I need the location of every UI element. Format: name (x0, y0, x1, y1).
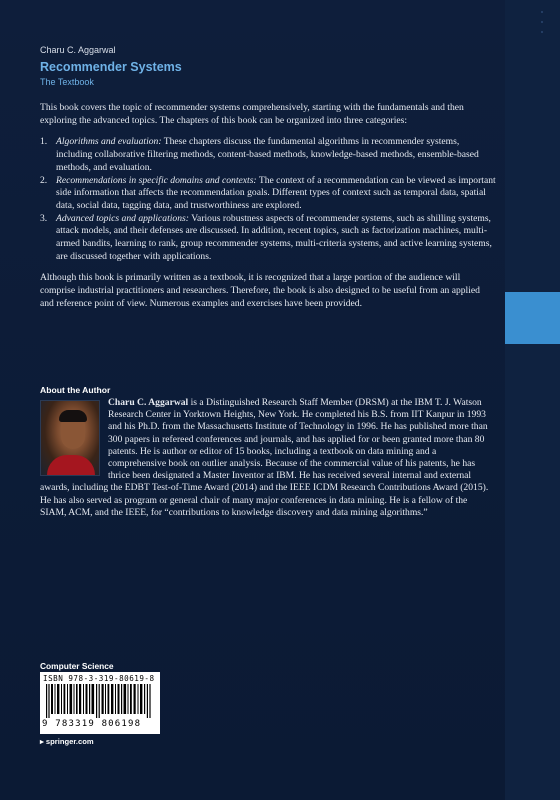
about-author-text (40, 397, 496, 519)
book-title: Recommender Systems (40, 60, 182, 74)
list-number: 1. (40, 136, 48, 148)
spine-band-top (505, 0, 560, 292)
list-item (40, 136, 496, 174)
subject-category: Computer Science (40, 661, 114, 671)
category-title: Algorithms and evaluation: (56, 136, 162, 148)
book-description (40, 102, 496, 311)
list-number: 3. (40, 212, 48, 224)
spine-accent-band (505, 292, 560, 344)
cover-header (40, 44, 480, 88)
author-photo-hair (59, 410, 87, 422)
category-title: Advanced topics and applications: (56, 212, 189, 224)
category-list (40, 136, 496, 263)
publisher-link[interactable]: ▸ springer.com (40, 737, 94, 746)
category-text: Various robustness aspects of recommender systems, such as shilling systems, attack models, and their defenses are discussed. In addition, recent topics, such as factorization machines, multi-armed bandits, learning to rank, group recommender systems, multi-criteria systems, and active learning systems, are discussed together with applications. (56, 212, 492, 262)
author-bio: is a Distinguished Research Staff Member (DRSM) at the IBM T. J. Watson Research Center in Yorktown Heights, New York. He completed his B.S. from IIT Kanpur in 1993 and his Ph.D. from the Massachusetts Institute of Technology in 1996. He has published more than 300 papers in refereed conferences and journals, and has applied for or been granted more than 80 patents. He is author or editor of 15 books, including a textbook on data mining and a comprehensive book on outlier analysis. Because of the commercial value of his patents, he has thrice been designated a Master Inventor at IBM. He has received several internal and external awards, including the EDBT Test-of-Time Award (2014) and the IEEE ICDM Research Contributions Award (2015). He has also served as program or general chair of many major conferences in data mining. He is a fellow of the SIAM, ACM, and the IEEE, for “contributions to knowledge discovery and data mining algorithms.” (40, 397, 489, 518)
spine-decoration (540, 8, 544, 48)
about-author-heading: About the Author (40, 385, 111, 395)
list-item (40, 175, 496, 213)
category-text: The context of a recommendation can be viewed as important side information that affects the recommendation goals. Different types of context such as temporal data, spatial data, social data, tagging data, and trustworthiness are explored. (56, 174, 496, 211)
barcode-digits: 9 783319 806198 (42, 719, 142, 729)
list-item (40, 213, 496, 264)
book-subtitle: The Textbook (40, 77, 94, 87)
category-title: Recommendations in specific domains and contexts: (56, 174, 257, 186)
isbn-number: ISBN 978-3-319-80619-8 (43, 674, 155, 683)
author-photo-shirt (47, 455, 95, 476)
closing-paragraph: Although this book is primarily written as a textbook, it is recognized that a large portion of the audience will comprise industrial practitioners and researchers. Therefore, the book is also designed to be useful from an applied and reference point of view. Numerous examples and exercises have been provided. (40, 272, 480, 309)
author-photo (40, 400, 100, 476)
barcode (40, 672, 160, 734)
author-bio-name: Charu C. Aggarwal (108, 397, 189, 408)
list-number: 2. (40, 174, 48, 186)
author-name: Charu C. Aggarwal (40, 45, 116, 55)
spine-band-bottom (505, 344, 560, 800)
intro-paragraph: This book covers the topic of recommender systems comprehensively, starting with the fundamentals and then exploring the advanced topics. The chapters of this book can be organized into three categories: (40, 102, 464, 126)
barcode-bars (46, 684, 154, 718)
category-text: These chapters discuss the fundamental algorithms in recommender systems, including collaborative filtering methods, content-based methods, knowledge-based methods, ensemble-based methods, and evaluation. (56, 136, 479, 173)
